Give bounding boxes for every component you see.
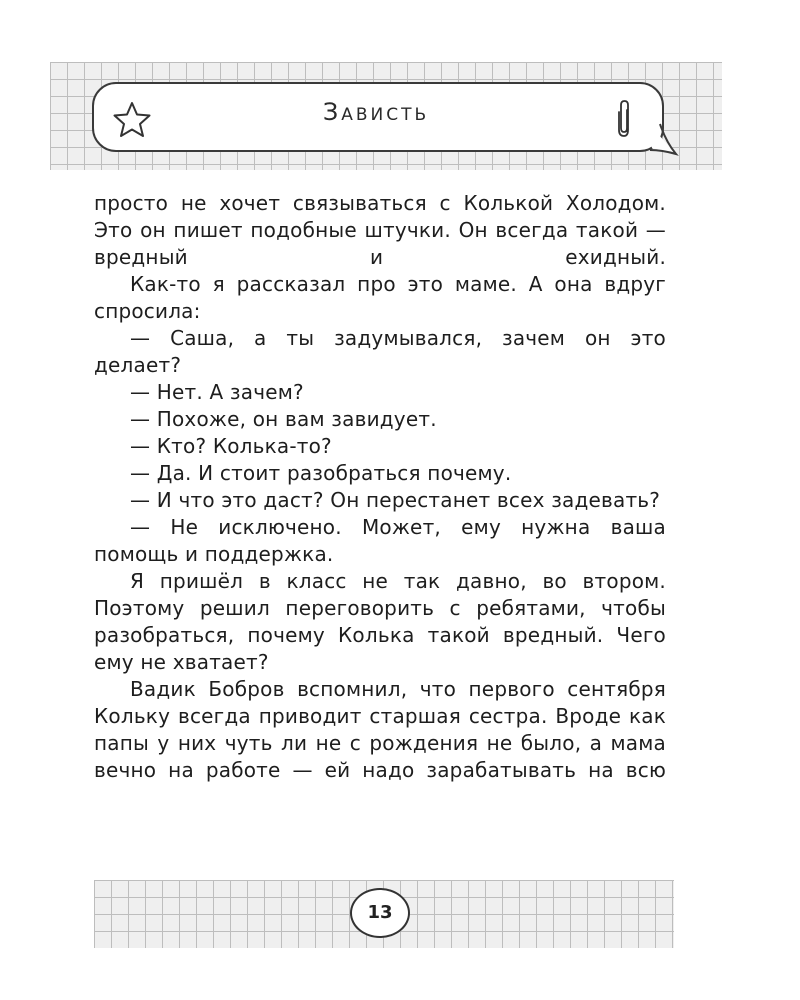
- body-text: [94, 190, 666, 784]
- paragraph-7: — Да. И стоит разобраться почему.: [130, 461, 512, 485]
- paragraph-6: — Кто? Колька-то?: [130, 434, 332, 458]
- paragraph-11: Вадик Бобров вспомнил, что первого сентября Кольку всегда приводит старшая сестра. Вроде как папы у них чуть ли не с рождения не было, а мама вечно на работе — ей надо зарабатывать на всю: [94, 677, 666, 782]
- paragraph-8: — И что это даст? Он перестанет всех задевать?: [130, 488, 661, 512]
- paragraph-4: — Нет. А зачем?: [130, 380, 304, 404]
- paragraph-5: — Похоже, он вам завидует.: [130, 407, 437, 431]
- paragraph-1: просто не хочет связываться с Колькой Холодом. Это он пишет подобные штучки. Он всегда такой — вредный и ехидный.: [94, 191, 666, 269]
- paragraph-9: — Не исключено. Может, ему нужна ваша помощь и поддержка.: [94, 515, 666, 566]
- chapter-title: Зависть: [322, 98, 430, 126]
- bubble-tail: [644, 120, 680, 156]
- paragraph-2: Как-то я рассказал про это маме. А она вдруг спросила:: [94, 272, 666, 323]
- paragraph-10: Я пришёл в класс не так давно, во втором. Поэтому решил переговорить с ребятами, чтобы разобраться, почему Колька такой вредный. Чего ему не хватает?: [94, 569, 666, 674]
- star-icon: [112, 100, 152, 138]
- paragraph-3: — Саша, а ты задумывался, зачем он это делает?: [94, 326, 666, 377]
- page-number: 13: [350, 888, 410, 938]
- paperclip-icon: [614, 98, 634, 138]
